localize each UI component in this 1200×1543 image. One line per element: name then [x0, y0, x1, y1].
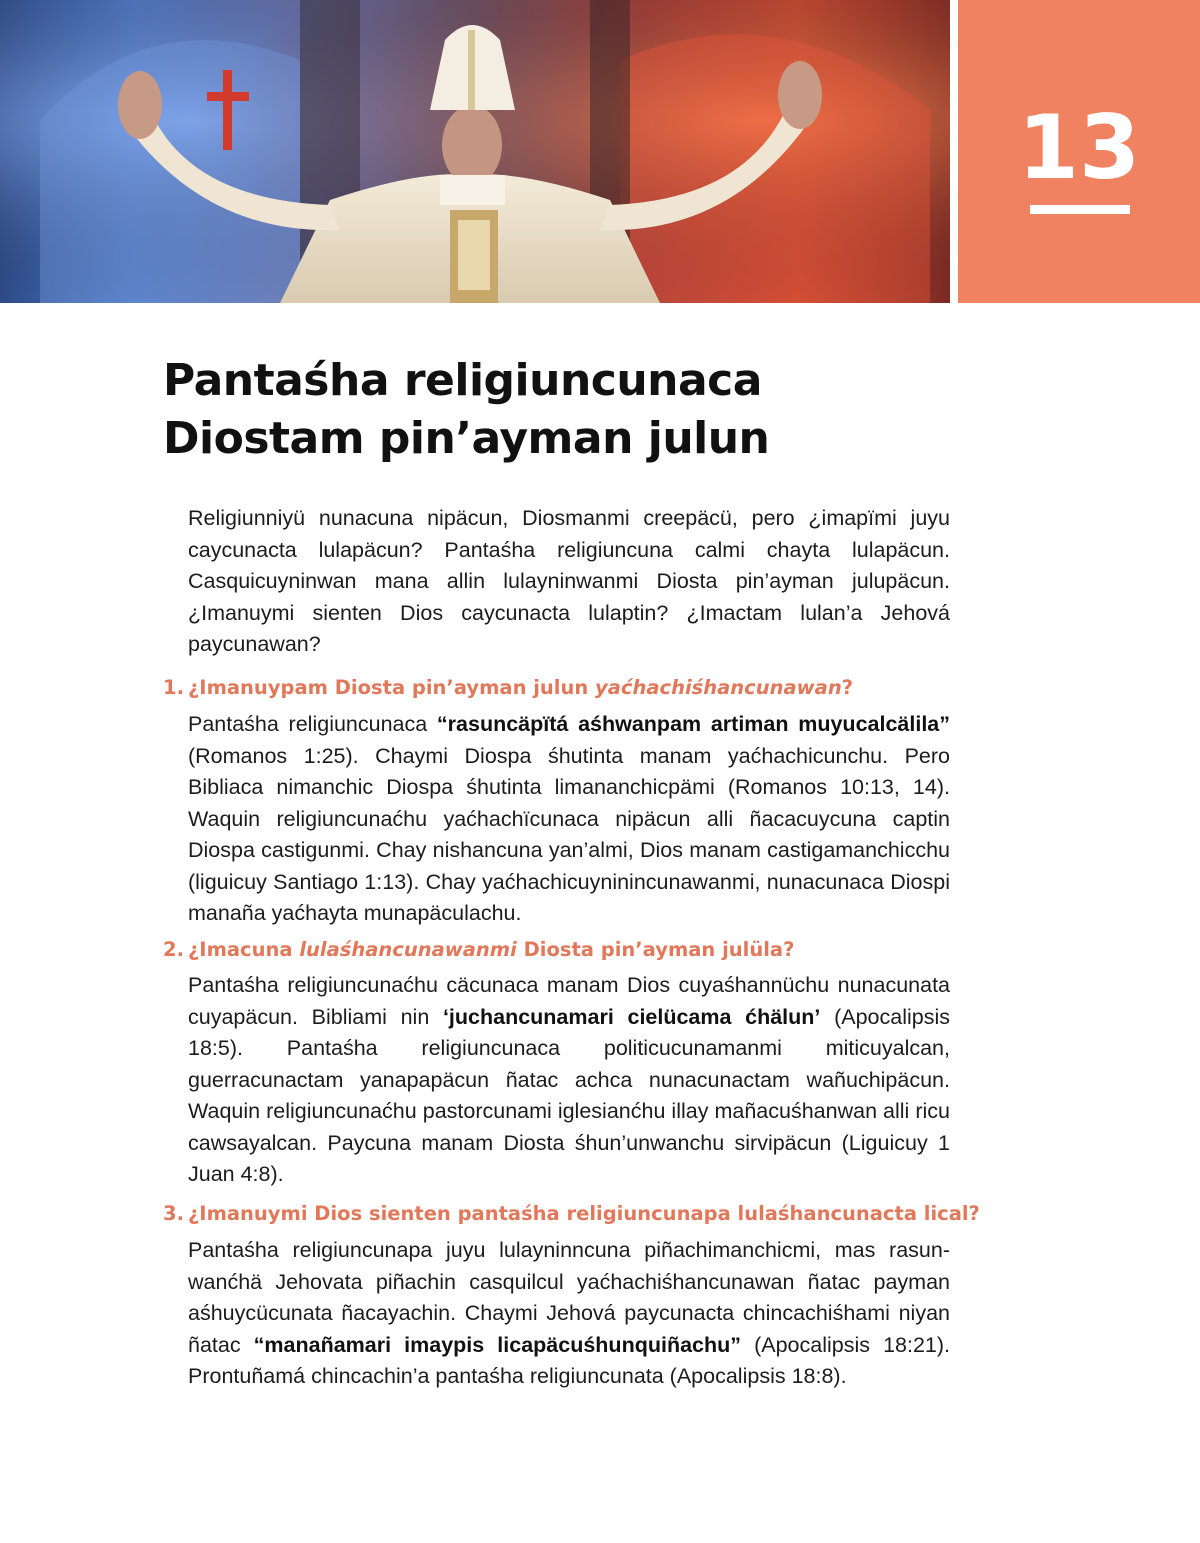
question-text-end: ?	[841, 676, 854, 699]
question-1	[163, 673, 963, 703]
chapter-badge	[958, 0, 1200, 303]
answer-text: (Apocalipsis 18:21). Prontuñamá chincachin’a pantaśha religiuncunata (Apocalipsis 18:8).	[188, 1332, 951, 1388]
question-3	[163, 1199, 980, 1229]
question-text: ¿Imanuymi Dios sienten pantaśha religiuncunapa lulaśhancunacta lical?	[188, 1202, 980, 1225]
question-number: 3.	[163, 1202, 184, 1225]
answer-2	[188, 970, 950, 1191]
question-emphasis: yaćhachiśhancunawan	[595, 676, 842, 699]
title-line-2: Diostam pin’ayman julun	[163, 413, 770, 464]
question-text: ¿Imacuna	[188, 938, 300, 961]
answer-text: Pantaśha religiuncunaćhu cäcunaca manam Dios cuyaśhannüchu nunacunata cuyapäcun. Bibliami nin	[188, 973, 950, 1029]
question-text: ¿Imanuypam Diosta pin’ayman julun	[188, 676, 596, 699]
question-text-end: Diosta pin’ayman julüla?	[516, 938, 795, 961]
question-emphasis: lulaśhancunawanmi	[299, 938, 517, 961]
answer-text: (Romanos 1:25). Chaymi Diospa śhutinta manam yaćhachicunchu. Pero Bibliaca nimanchic Diospa śhutinta limananchicpämi (Romanos 10:13, 14). Waquin religiuncunaćhu yaćhachïcunaca nipäcun alli ñacacuycuna captin Diospa castigunmi. Chay nishancuna yan’almi, Dios manam castigamanchicchu (liguicuy Santiago 1:13). Chay yaćhachicuyninincunawanmi, nunacunaca Diospi manaña yaćhayta munapäculachu.	[188, 743, 950, 925]
question-number: 2.	[163, 938, 184, 961]
bishop-illustration	[0, 0, 950, 303]
scripture-quote: ‘juchancunamari cielücama ćhälun’	[442, 1004, 821, 1029]
intro-paragraph: Religiunniyü nunacuna nipäcun, Diosmanmi creepäcü, pero ¿imapïmi juyu caycunacta lulapäcun? Pantaśha religiuncuna calmi chayta lulapäcun. Casquicuyninwan mana allin lulayninwanmi Diosta pin’ayman julupäcun. ¿Imanuymi sienten Dios caycunacta lulaptin? ¿Imactam lulan’a Jehová paycunawan?	[188, 506, 950, 656]
answer-1	[188, 709, 950, 930]
question-number: 1.	[163, 676, 184, 699]
answer-text: Pantaśha religiuncunapa juyu lulayninncuna piñachimanchicmi, mas rasunwanćhä Jehovata piñachin casquilcul yaćhachiśhancunawan ñatac payman aśhuycücunata ñacayachin. Chaymi Jehová paycunacta chincachiśhami niyan ñatac	[188, 1238, 950, 1357]
question-2	[163, 935, 963, 965]
chapter-number: 13	[1017, 96, 1141, 199]
answer-text: (Apocalipsis 18:5). Pantaśha religiuncunaca politicucunamanmi miticuyalcan, guerracunactam yanapapäcun ñatac achca nunacunactam wañuchipäcun. Waquin religiuncunaćhu pastorcunami iglesianćhu illay mañacuśhanwan alli ricu cawsayalcan. Paycuna manam Diosta śhun’unwanchu sirvipäcun (Liguicuy 1 Juan 4:8).	[188, 1004, 950, 1186]
title-line-1: Pantaśha religiuncunaca	[163, 355, 762, 406]
page-title	[163, 352, 923, 468]
chapter-underline	[1030, 205, 1130, 214]
scripture-quote: “rasuncäpïtá aśhwanpam artiman muyucalcälila”	[436, 712, 950, 736]
answer-3	[188, 1235, 950, 1393]
header-photo	[0, 0, 950, 303]
answer-text: Pantaśha religiuncunaca	[188, 712, 437, 736]
scripture-quote: “manañamari imaypis licapäcuśhunquiñachu”	[253, 1332, 742, 1357]
